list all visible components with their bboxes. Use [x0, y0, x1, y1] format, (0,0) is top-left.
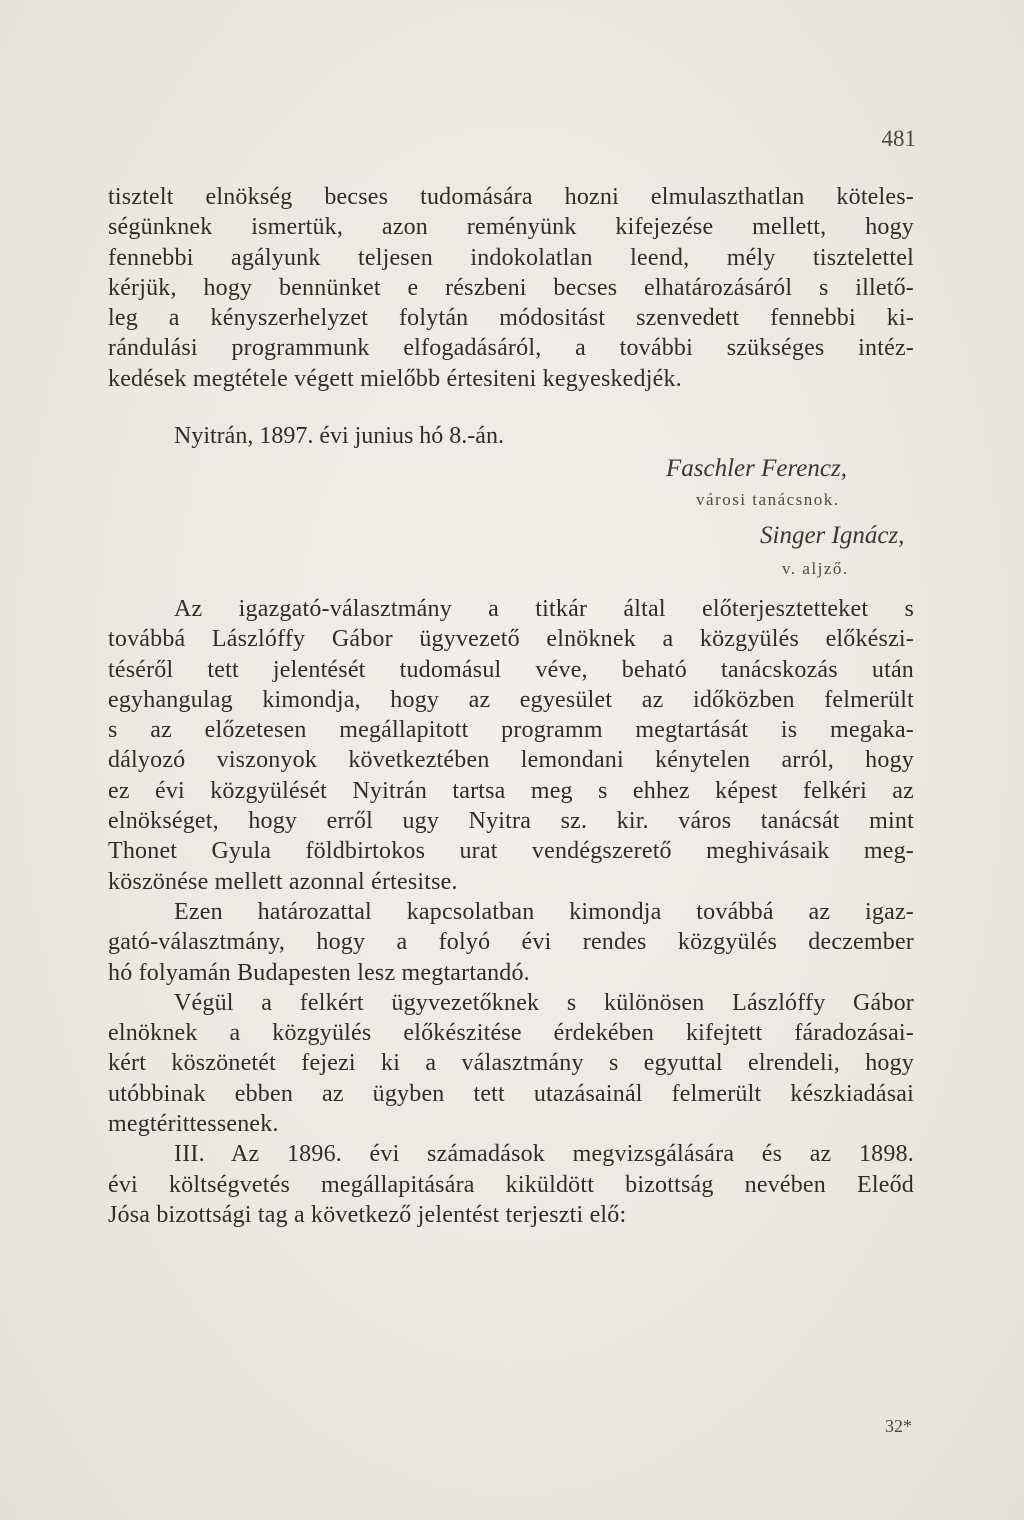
text-line: elnökséget, hogy erről ugy Nyitra sz. kir. város tanácsát mint [108, 808, 914, 835]
text-line: Thonet Gyula földbirtokos urat vendégszerető meghivásaik meg- [108, 838, 914, 865]
signature-name: Faschler Ferencz, [666, 455, 847, 482]
text-line: leg a kényszerhelyzet folytán módositást szenvedett fennebbi ki- [108, 305, 914, 332]
text-line: téséről tett jelentését tudomásul véve, beható tanácskozás után [108, 656, 914, 683]
main-body [108, 594, 914, 1230]
text-line: Jósa bizottsági tag a következő jelentést terjeszti elő: [108, 1201, 627, 1228]
text-line: kérjük, hogy bennünket e részbeni becses elhatározásáról s illető- [108, 274, 914, 301]
text-line: Végül a felkért ügyvezetőknek s különösen Lászlóffy Gábor [174, 989, 914, 1016]
text-line: dályozó viszonyok következtében lemondani kénytelen arról, hogy [108, 747, 914, 774]
dateline: Nyitrán, 1897. évi junius hó 8.-án. [174, 423, 504, 449]
text-line: Ezen határozattal kapcsolatban kimondja továbbá az igaz- [174, 898, 914, 925]
signature-role: városi tanácsnok. [696, 490, 840, 509]
text-line: ségünknek ismertük, azon reményünk kifejezése mellett, hogy [108, 214, 914, 241]
text-line: ez évi közgyülését Nyitrán tartsa meg s ehhez képest felkéri az [108, 777, 914, 804]
text-line: elnöknek a közgyülés előkészitése érdekében kifejtett fáradozásai- [108, 1020, 914, 1047]
text-line: köszönése mellett azonnal értesitse. [108, 868, 458, 895]
text-line: III. Az 1896. évi számadások megvizsgálására és az 1898. [174, 1141, 914, 1168]
text-line: megtérittessenek. [108, 1111, 279, 1138]
text-line: kért köszönetét fejezi ki a választmány s egyuttal elrendeli, hogy [108, 1050, 914, 1077]
text-line: továbbá Lászlóffy Gábor ügyvezető elnöknek a közgyülés előkészi- [108, 626, 914, 653]
intro-paragraph [108, 182, 914, 394]
signature-name: Singer Ignácz, [760, 522, 905, 549]
text-line: évi költségvetés megállapitására kiküldött bizottság nevében Eleőd [108, 1171, 914, 1198]
text-line: fennebbi agályunk teljesen indokolatlan leend, mély tisztelettel [108, 244, 914, 271]
text-line: egyhangulag kimondja, hogy az egyesület az időközben felmerült [108, 686, 914, 713]
text-line: kedések megtétele végett mielőbb értesiteni kegyeskedjék. [108, 365, 682, 392]
signature-mark: 32* [885, 1416, 912, 1436]
text-line: rándulási programmunk elfogadásáról, a további szükséges intéz- [108, 335, 914, 362]
page-number: 481 [881, 126, 916, 151]
text-line: hó folyamán Budapesten lesz megtartandó. [108, 959, 530, 986]
text-line: gató-választmány, hogy a folyó évi rendes közgyülés deczember [108, 929, 914, 956]
text-line: utóbbinak ebben az ügyben tett utazásainál felmerült készkiadásai [108, 1080, 914, 1107]
signature-role: v. aljző. [782, 559, 849, 578]
text-line: Az igazgató-választmány a titkár által előterjesztetteket s [174, 596, 914, 622]
text-line: s az előzetesen megállapitott programm megtartását is megaka- [108, 717, 914, 744]
text-line: tisztelt elnökség becses tudomására hozni elmulaszthatlan köteles- [108, 184, 914, 210]
